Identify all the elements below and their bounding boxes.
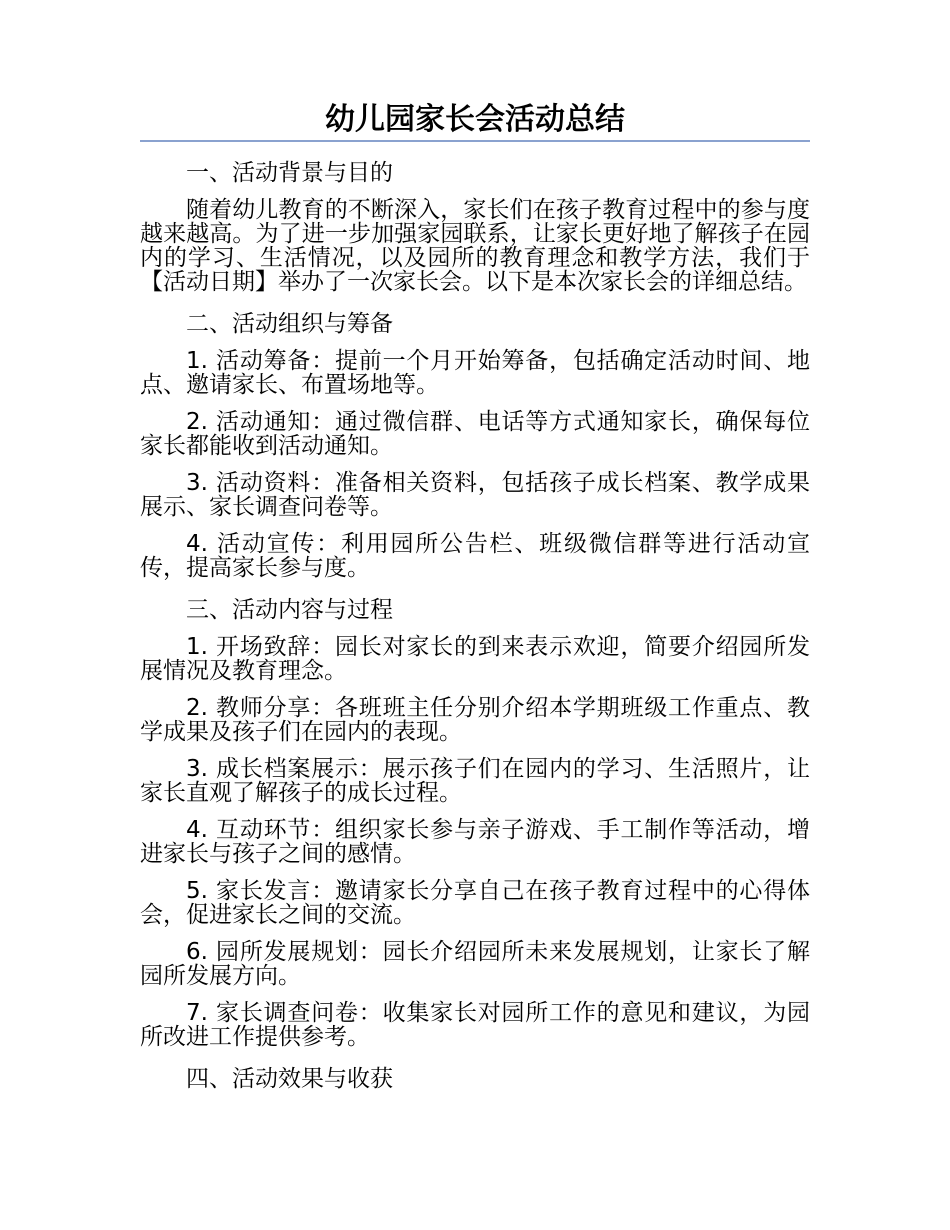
- list-item: 4. 活动宣传：利用园所公告栏、班级微信群等进行活动宣传，提高家长参与度。: [140, 531, 810, 581]
- section-background: [140, 156, 810, 294]
- section-content: [140, 593, 810, 1049]
- section-heading: 二、活动组织与筹备: [186, 311, 393, 337]
- list-item: 3. 活动资料：准备相关资料，包括孩子成长档案、教学成果展示、家长调查问卷等。: [140, 470, 810, 520]
- list-item: 1. 开场致辞：园长对家长的到来表示欢迎，简要介绍园所发展情况及教育理念。: [140, 634, 810, 684]
- list-item: 4. 互动环节：组织家长参与亲子游戏、手工制作等活动，增进家长与孩子之间的感情。: [140, 817, 810, 867]
- section-organization: [140, 307, 810, 580]
- list-item: 7. 家长调查问卷：收集家长对园所工作的意见和建议，为园所改进工作提供参考。: [140, 1000, 810, 1050]
- title-underline: [140, 140, 810, 142]
- list-item: 5. 家长发言：邀请家长分享自己在孩子教育过程中的心得体会，促进家长之间的交流。: [140, 878, 810, 928]
- section-heading: 一、活动背景与目的: [186, 160, 393, 186]
- list-item: 1. 活动筹备：提前一个月开始筹备，包括确定活动时间、地点、邀请家长、布置场地等。: [140, 348, 810, 398]
- list-item: 6. 园所发展规划：园长介绍园所未来发展规划，让家长了解园所发展方向。: [140, 939, 810, 989]
- list-item: 3. 成长档案展示：展示孩子们在园内的学习、生活照片，让家长直观了解孩子的成长过程。: [140, 756, 810, 806]
- list-item: 2. 教师分享：各班班主任分别介绍本学期班级工作重点、教学成果及孩子们在园内的表现。: [140, 695, 810, 745]
- section-paragraph: 随着幼儿教育的不断深入，家长们在孩子教育过程中的参与度越来越高。为了进一步加强家园联系，让家长更好地了解孩子在园内的学习、生活情况，以及园所的教育理念和教学方法，我们于【活动日期】举办了一次家长会。以下是本次家长会的详细总结。: [140, 197, 810, 295]
- list-item: 2. 活动通知：通过微信群、电话等方式通知家长，确保每位家长都能收到活动通知。: [140, 409, 810, 459]
- section-heading: 三、活动内容与过程: [186, 597, 393, 623]
- section-heading: 四、活动效果与收获: [186, 1066, 393, 1092]
- section-results: [140, 1062, 810, 1096]
- document-page: [140, 100, 810, 1104]
- document-title: 幼儿园家长会活动总结: [325, 102, 625, 137]
